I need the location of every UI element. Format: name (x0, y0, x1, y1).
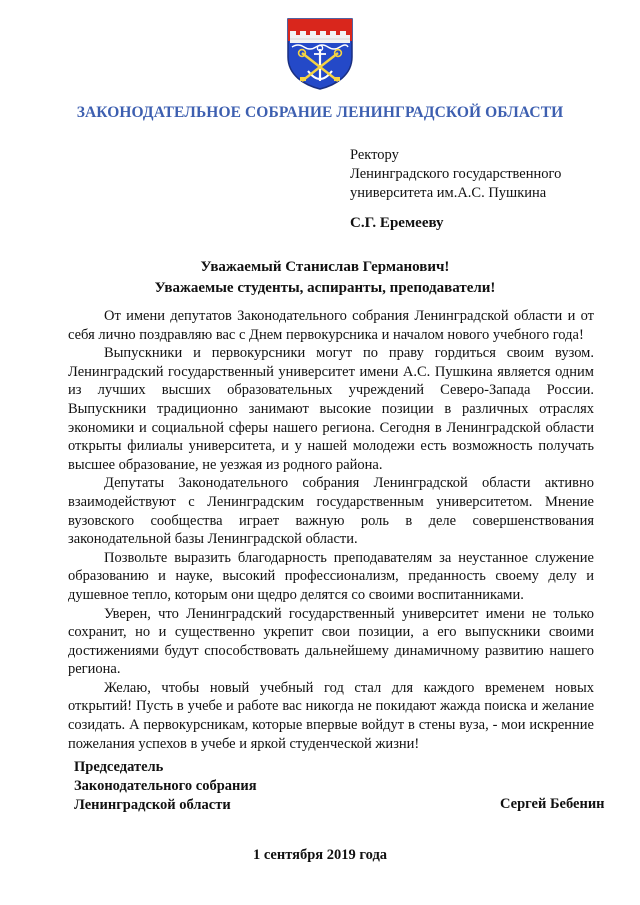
addressee-name: С.Г. Еремееву (350, 215, 444, 231)
signatory-title (74, 758, 257, 815)
addressee-line: Ленинградского государственного (350, 166, 562, 182)
signatory-name: Сергей Бебенин (500, 796, 605, 812)
body-paragraph: Выпускники и первокурсники могут по праву гордиться своим вузом. Ленинградский государственный университет имени А.С. Пушкина является одним из лучших высших образовательных учреждений Северо-Запада России. Выпускники традиционно занимают высокие позиции в различных отраслях экономики и социальной сферы нашего региона. Сегодня в Ленинградской области открыты филиалы университета, и у нашей молодежи есть возможность получать высшее образование, не уезжая из родного района. (68, 345, 594, 473)
body-paragraph: Позвольте выразить благодарность преподавателям за неустанное служение образованию и науке, высокий профессионализм, преданность своему делу и душевное тепло, которым они щедро делятся со своими воспитанниками. (68, 549, 594, 603)
body-paragraph: Уверен, что Ленинградский государственный университет имени не только сохранит, но и существенно укрепит свои позиции, а его выпускники своими достижениями будут способствовать дальнейшему динамичному развитию нашего региона. (68, 605, 594, 678)
addressee-line: Ректору (350, 147, 399, 163)
signatory-title-line: Ленинградской области (74, 797, 231, 813)
body-paragraph: Депутаты Законодательного собрания Ленинградской области активно взаимодействуют с Ленинградским государственным университетом. Мнение вузовского сообщества играет важную роль в деле совершенствования законодательной базы Ленинградской области. (68, 475, 594, 548)
greeting-line: Уважаемый Станислав Германович! (200, 259, 450, 275)
letter-date: 1 сентября 2019 года (252, 847, 388, 863)
addressee-line: университета им.А.С. Пушкина (350, 185, 547, 201)
signatory-title-line: Председатель (74, 759, 164, 775)
signatory-title-line: Законодательного собрания (74, 778, 257, 794)
addressee-block (350, 146, 561, 203)
greeting-line: Уважаемые студенты, аспиранты, преподаватели! (154, 280, 496, 296)
body-paragraph: От имени депутатов Законодательного собрания Ленинградской области и от себя лично поздравляю вас с Днем первокурсника и началом нового учебного года! (68, 308, 594, 343)
letter-body (68, 307, 594, 753)
greeting (60, 257, 590, 299)
organization-title: ЗАКОНОДАТЕЛЬНОЕ СОБРАНИЕ ЛЕНИНГРАДСКОЙ ОБЛАСТИ (76, 104, 564, 121)
body-paragraph: Желаю, чтобы новый учебный год стал для каждого временем новых открытий! Пусть в учебе и работе вас никогда не покидают жажда поиска и желание созидать. А первокурсникам, которые впервые войдут в стены вуза, - мои искренние пожелания успехов в учебе и яркой студенческой жизни! (68, 679, 594, 752)
coat-of-arms-icon (286, 17, 354, 91)
